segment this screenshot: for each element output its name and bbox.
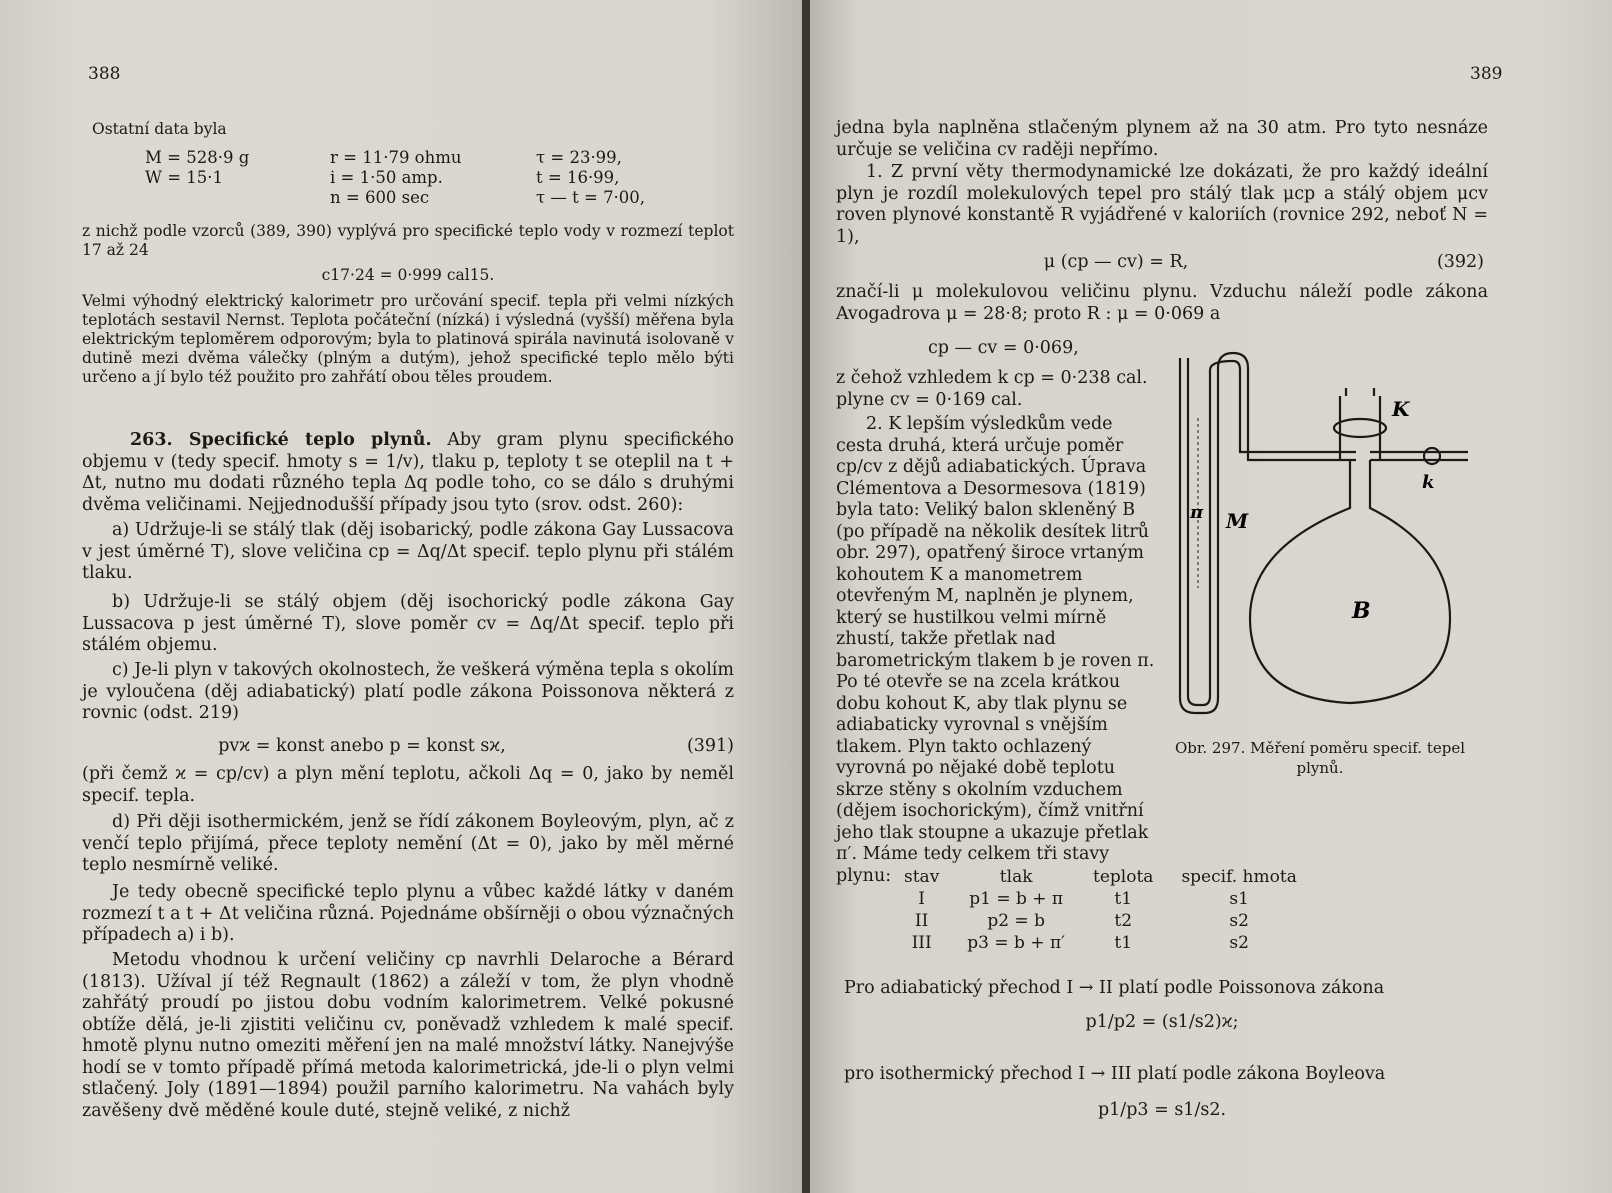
fig-label-pi: π	[1190, 502, 1204, 523]
data-M: M = 528·9 g	[145, 148, 250, 167]
table-cell: s2	[1229, 933, 1249, 953]
fig-label-k: k	[1422, 472, 1435, 493]
section-heading: 263. Specifické teplo plynů.	[130, 430, 432, 450]
stopcock-K	[1334, 419, 1386, 437]
table-cell: p1 = b + π	[969, 889, 1064, 909]
after-391: (při čemž ϰ = cp/cv) a plyn mění teplotu, ačkoli Δq = 0, jako by neměl specif. tepla.	[82, 764, 734, 806]
left-page	[0, 0, 802, 1193]
fig-label-M: M	[1226, 509, 1249, 533]
page-number: 388	[88, 64, 121, 84]
para-general: Je tedy obecně specifické teplo plynu a vůbec každé látky v daném rozmezí t a t + Δt veličina různá. Pojednáme obšírněji o obou význačných případech a) i b).	[82, 882, 734, 945]
table-cell: s2	[1229, 911, 1249, 931]
data-tau: τ = 23·99,	[536, 148, 622, 167]
formula-isothermic: p1/p3 = s1/s2.	[1097, 1100, 1227, 1120]
formula-diff: cp — cv = 0·069,	[928, 338, 1079, 358]
table-row	[890, 910, 1311, 932]
header-stav: stav	[904, 867, 940, 887]
states-table	[890, 866, 1311, 954]
figure-caption: Obr. 297. Měření poměru specif. tepel plynů.	[1174, 739, 1466, 777]
table-cell: t2	[1114, 911, 1133, 931]
table-cell: p2 = b	[987, 911, 1045, 931]
formula-392: μ (cp — cv) = R,	[1043, 252, 1189, 272]
table-cell: t1	[1114, 933, 1133, 953]
section-text: Aby gram plynu specifického objemu v (tedy specif. hmoty s = 1/v), tlaku p, teploty t se oteplil na t + Δt, nutno mu dodati různého tepla Δq podle toho, co se dálo s druhými dvěma veličinami. Nejjednodušší případy jsou tyto (srov. odst. 260):	[82, 430, 735, 515]
data-t: t = 16·99,	[536, 168, 620, 187]
fig-label-B: B	[1352, 598, 1371, 624]
data-W: W = 15·1	[145, 168, 224, 187]
page-number: 389	[1470, 64, 1503, 84]
line-adiabatic: Pro adiabatický přechod I → II platí podle Poissonova zákona	[844, 978, 1385, 998]
table-cell: I	[918, 889, 925, 909]
section-263	[82, 430, 734, 516]
formula-c: c17·24 = 0·999 cal15.	[321, 266, 495, 284]
para-formula: z nichž podle vzorců (389, 390) vyplývá pro specifické teplo vody v rozmezí teplot 17 až 24	[82, 222, 734, 259]
flask-neck	[1340, 388, 1380, 460]
data-intro: Ostatní data byla	[92, 120, 227, 138]
right-page	[810, 0, 1612, 1193]
para-top: jedna byla naplněna stlačeným plynem až na 30 atm. Pro tyto nesnáze určuje se veličina cv raději nepřímo.	[836, 118, 1488, 160]
formula-392-number: (392)	[1436, 252, 1484, 272]
table-cell: s1	[1229, 889, 1249, 909]
data-col-2	[330, 148, 462, 208]
table-cell: p3 = b + π′	[967, 933, 1066, 953]
fig-label-K: K	[1392, 397, 1410, 421]
case-d: d) Při ději isothermickém, jenž se řídí zákonem Boyleovým, plyn, ač z venčí teplo přijímá, přece teploty nemění (Δt = 0), jako by měl měrné teplo nesmírně veliké.	[82, 812, 734, 875]
case-c: c) Je-li plyn v takových okolnostech, že veškerá výměna tepla s okolím je vyloučena (děj adiabatický) platí podle zákona Poissonova některá z rovnic (odst. 219)	[82, 660, 734, 723]
formula-391: pvϰ = konst anebo p = konst sϰ,	[218, 736, 506, 756]
manometer-tube	[1180, 353, 1356, 713]
para-method: Metodu vhodnou k určení veličiny cp navrhli Delaroche a Bérard (1813). Užíval jí též Regnault (1862) a záleží v tom, že plyn vhodně zahřátý proudí po jistou dobu vodním kalorimetrem. Velké pokusné obtíže dělá, je-li zjistiti veličinu cv, poněvadž vzhledem k malé specif. hmotě plynu nutno omeziti měření jen na malé množství látky. Nanejvýše hodí se v tomto případě přímá metoda kalorimetrická, jde-li o plyn velmi stlačený. Joly (1891—1894) použil parního kalorimetru. Na vahách byly zavěšeny dvě měděné koule duté, stejně veliké, z nichž	[82, 950, 734, 1121]
table-row	[890, 888, 1311, 910]
header-tlak: tlak	[999, 867, 1033, 887]
para-nernst: Velmi výhodný elektrický kalorimetr pro určování specif. tepla při velmi nízkých teplotách sestavil Nernst. Teplota počáteční (nízká) i výsledná (vyšší) měřena byla elektrickým teploměrem odporovým; byla to platinová spirála navinutá isolovaně v dutině mezi dvěma válečky (plným a dutým), jehož specifické teplo mělo býti určeno a jí bylo též použito pro zahřátí obou těles proudem.	[82, 292, 734, 386]
formula-391-number: (391)	[686, 736, 734, 756]
table-cell: t1	[1114, 889, 1133, 909]
formula-adiabatic: p1/p2 = (s1/s2)ϰ;	[1085, 1012, 1239, 1032]
data-r: r = 11·79 ohmu	[330, 148, 462, 167]
line-isothermic: pro isothermický přechod I → III platí podle zákona Boyleova	[844, 1064, 1386, 1084]
table-row	[890, 932, 1311, 954]
para-1: 1. Z první věty thermodynamické lze dokázati, že pro každý ideální plyn je rozdíl molekulových tepel pro stálý tlak μcp a stálý objem μcv roven plynové konstantě R vyjádřené v kaloriích (rovnice 292, neboť N = 1),	[836, 162, 1488, 247]
flask-b	[1250, 460, 1450, 703]
line-cp: z čehož vzhledem k cp = 0·238 cal.	[836, 368, 1148, 388]
data-n: n = 600 sec	[330, 188, 430, 207]
table-cell: II	[914, 911, 929, 931]
side-tube	[1370, 452, 1468, 460]
figure-297	[1170, 348, 1470, 728]
case-b: b) Udržuje-li se stálý objem (děj isochorický podle zákona Gay Lussacova p jest úměrné T), slove poměr cv = Δq/Δt specif. teplo při stálém objemu.	[82, 592, 734, 655]
case-a: a) Udržuje-li se stálý tlak (děj isobarický, podle zákona Gay Lussacova v jest úměrné T), slove veličina cp = Δq/Δt specif. teplo plynu při stálém tlaku.	[82, 520, 734, 583]
stopcock-k	[1424, 448, 1440, 464]
header-teplota: teplota	[1093, 867, 1154, 887]
manometer-tube-inner	[1188, 358, 1356, 705]
table-header-row	[890, 866, 1311, 888]
table-cell: III	[911, 933, 932, 953]
data-i: i = 1·50 amp.	[330, 168, 443, 187]
para-mu: značí-li μ molekulovou veličinu plynu. Vzduchu náleží podle zákona Avogadrova μ = 28·8; proto R : μ = 0·069 a	[836, 282, 1488, 324]
data-col-3	[536, 148, 645, 208]
data-tau-minus-t: τ — t = 7·00,	[536, 188, 646, 207]
header-specif-hmota: specif. hmota	[1181, 867, 1297, 887]
line-cv: plyne cv = 0·169 cal.	[836, 390, 1023, 410]
para-2: 2. K lepším výsledkům vede cesta druhá, která určuje poměr cp/cv z dějů adiabatických. Úprava Clémentova a Desormesova (1819) byla tato: Veliký balon skleněný B (po případě na několik desítek litrů obr. 297), opatřený široce vrtaným kohoutem K a manometrem otevřeným M, naplněn je plynem, který se hustilkou velmi mírně zhustí, takže přetlak nad barometrickým tlakem b je roven π. Po té otevře se na zcela krátkou dobu kohout K, aby tlak plynu se adiabaticky vyrovnal s vnějším tlakem. Plyn takto ochlazený vyrovná po nějaké době teplotu skrze stěny s okolním vzduchem (dějem isochorickým), čímž vnitřní jeho tlak stoupne a ukazuje přetlak π′. Máme tedy celkem tři stavy plynu:	[836, 414, 1155, 886]
data-col-1	[145, 148, 249, 188]
